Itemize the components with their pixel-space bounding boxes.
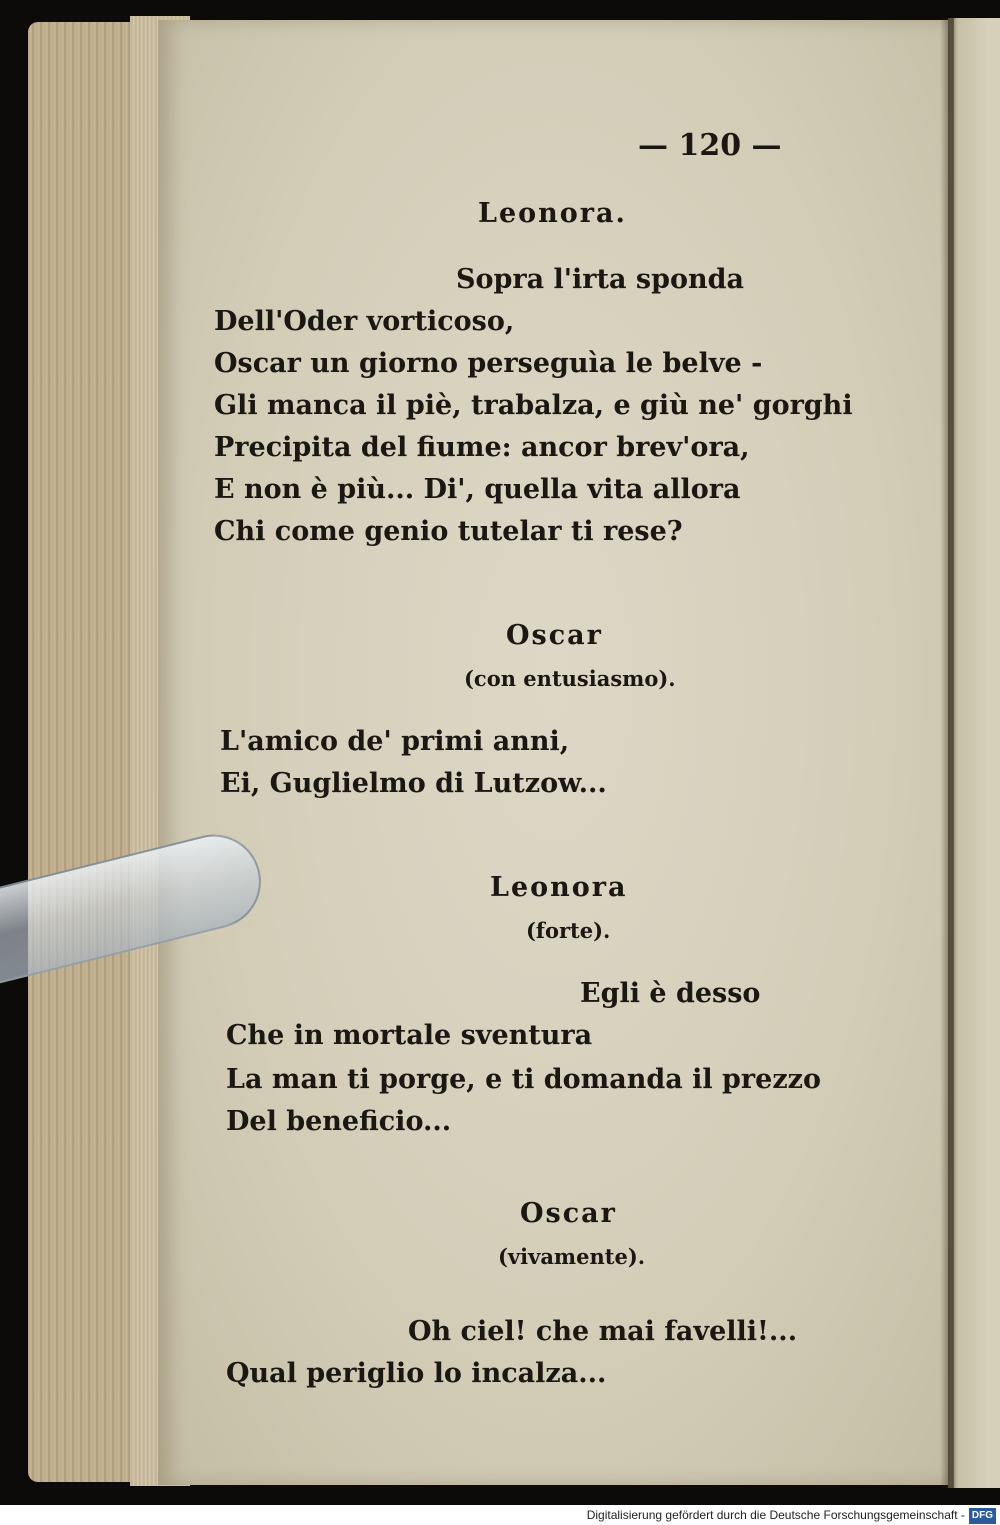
verse-line: Che in mortale sventura xyxy=(226,1020,593,1051)
page-number: — 120 — xyxy=(638,128,782,163)
next-page-edge xyxy=(948,18,1000,1488)
verse-line: Sopra l'irta sponda xyxy=(456,264,744,295)
footer-text: Digitalisierung gefördert durch die Deutsche Forschungsgemeinschaft - xyxy=(586,1508,965,1522)
verse-line: Gli manca il piè, trabalza, e giù ne' gorghi xyxy=(214,390,853,421)
verse-line: Oh ciel! che mai favelli!... xyxy=(408,1316,798,1347)
dfg-logo: DFG xyxy=(969,1508,996,1524)
verse-line: Qual periglio lo incalza... xyxy=(226,1358,607,1389)
stage-direction: (vivamente). xyxy=(498,1244,646,1269)
verse-line: Precipita del fiume: ancor brev'ora, xyxy=(214,432,750,463)
speaker-leonora: Leonora xyxy=(490,872,628,903)
speaker-leonora: Leonora. xyxy=(478,198,627,229)
speaker-oscar: Oscar xyxy=(520,1198,617,1229)
verse-line: Del beneficio... xyxy=(226,1106,452,1137)
verse-line: La man ti porge, e ti domanda il prezzo xyxy=(226,1064,822,1095)
stage-direction: (forte). xyxy=(526,918,611,943)
verse-line: Egli è desso xyxy=(580,978,761,1009)
verse-line: Dell'Oder vorticoso, xyxy=(214,306,515,337)
gutter-shadow xyxy=(940,18,954,1488)
footer-bar xyxy=(0,1505,1000,1525)
verse-line: Ei, Guglielmo di Lutzow... xyxy=(220,768,607,799)
speaker-oscar: Oscar xyxy=(506,620,603,651)
verse-line: L'amico de' primi anni, xyxy=(220,726,570,757)
book-page xyxy=(158,20,948,1485)
verse-line: Oscar un giorno perseguìa le belve - xyxy=(214,348,763,379)
verse-line: E non è più... Di', quella vita allora xyxy=(214,474,741,505)
stage-direction: (con entusiasmo). xyxy=(464,666,676,691)
verse-line: Chi come genio tutelar ti rese? xyxy=(214,516,683,547)
